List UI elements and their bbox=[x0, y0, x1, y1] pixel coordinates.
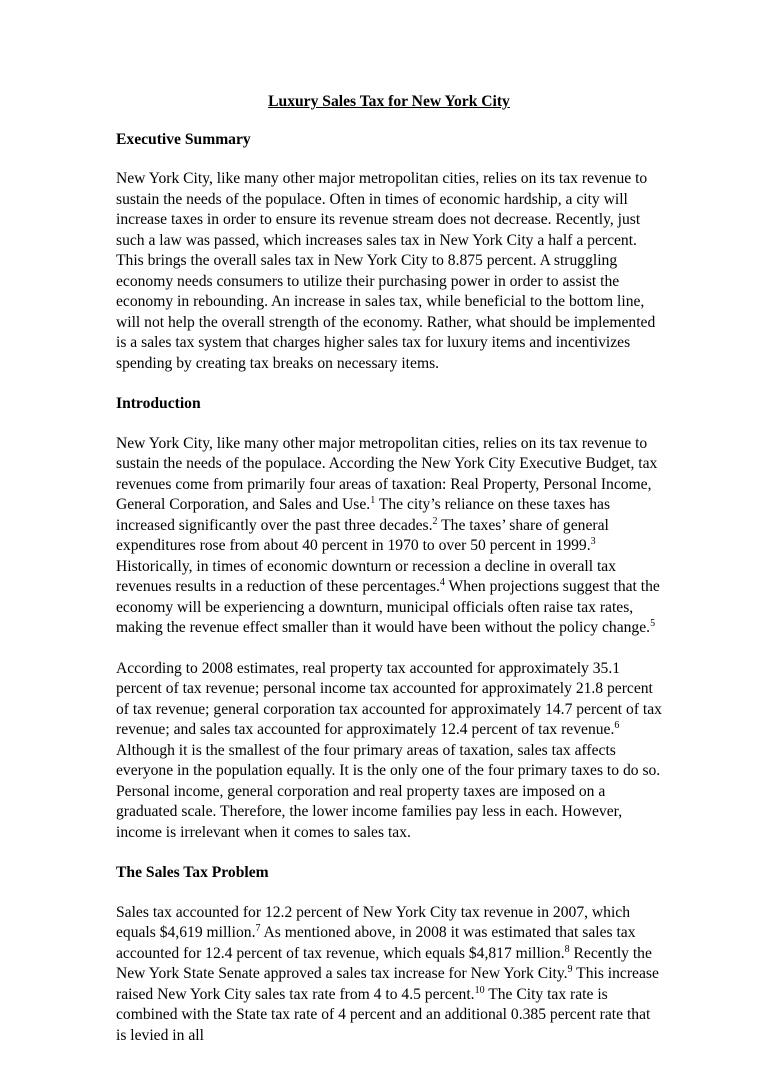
section-heading: The Sales Tax Problem bbox=[116, 864, 269, 881]
footnote-ref: 5 bbox=[650, 618, 656, 629]
footnote-ref: 2 bbox=[432, 515, 438, 527]
section-heading: Executive Summary bbox=[116, 130, 251, 148]
footnote-ref: 4 bbox=[439, 577, 445, 588]
footnote-ref: 3 bbox=[590, 536, 596, 547]
paragraph: According to 2008 estimates, real property tax accounted for approximately 35.1 percent of tax revenue; personal income tax accounted for approximately 21.8 percent of tax revenue; general corporation tax accounted for approximately 14.7 percent of tax revenue; and sales tax accounted for approximately 12.4 percent of tax revenue.$^6$ Although it is the smallest of the four primary areas of taxation, sales tax affects everyone in the population equally. It is the only one of the four primary taxes to do so. Personal income, general corporation and real property taxes are imposed on a graduated scale. Therefore, the lower income families pay less in each. However, income is irrelevant when it comes to sales tax. bbox=[116, 659, 662, 841]
footnote-ref: 7 bbox=[255, 923, 261, 934]
document-sections bbox=[116, 130, 662, 1047]
footnote-ref: 8 bbox=[564, 943, 570, 955]
document-title: Luxury Sales Tax for New York City bbox=[268, 93, 510, 110]
paragraph: New York City, like many other major metropolitan cities, relies on its tax revenue to sustain the needs of the populace. Often in times of economic hardship, a city will increase taxes in order to ensure its revenue stream does not decrease. Recently, just such a law was passed, which increases sales tax in New York City a half a percent. This brings the overall sales tax in New York City to 8.875 percent. A struggling economy needs consumers to utilize their purchasing power in order to assist the economy in rebounding. An increase in sales tax, while beneficial to the bottom line, will not help the overall strength of the economy. Rather, what should be implemented is a sales tax system that charges higher sales tax for luxury items and incentivizes spending by creating tax breaks on necessary items. bbox=[116, 170, 656, 372]
footnote-ref: 9 bbox=[567, 964, 573, 975]
paragraph: Sales tax accounted for 12.2 percent of New York City tax revenue in 2007, which equals $4,619 million.$^7$ As mentioned above, in 2008 it was estimated that sales tax accounted for 12.4 percent of tax revenue, which equals $4,817 million.$^8$ Recently the New York State Senate approved a sales tax increase for New York City.$^9$ This increase raised New York City sales tax rate from 4 to 4.5 percent.$^{10}$ The City tax rate is combined with the State tax rate of 4 percent and an additional 0.385 percent rate that is levied in all bbox=[116, 903, 659, 1044]
paragraph: New York City, like many other major metropolitan cities, relies on its tax revenue to sustain the needs of the populace. According the New York City Executive Budget, tax revenues come from primarily four areas of taxation: Real Property, Personal Income, General Corporation, and Sales and Use.$^1$ The city’s reliance on these taxes has increased significantly over the past three decades.$^2$ The taxes’ share of general expenditures rose from about 40 percent in 1970 to over 50 percent in 1999.$^3$ Historically, in times of economic downturn or recession a decline in overall tax revenues results in a reduction of these percentages.$^4$ When projections suggest that the economy will be experiencing a downturn, municipal officials often raise tax rates, making the revenue effect smaller than it would have been without the policy change.$^5$ bbox=[116, 434, 660, 636]
document-body bbox=[116, 92, 662, 1066]
section-heading: Introduction bbox=[116, 395, 201, 412]
footnote-ref: 1 bbox=[370, 495, 376, 506]
footnote-ref: 10 bbox=[474, 984, 485, 996]
footnote-ref: 6 bbox=[614, 720, 620, 731]
